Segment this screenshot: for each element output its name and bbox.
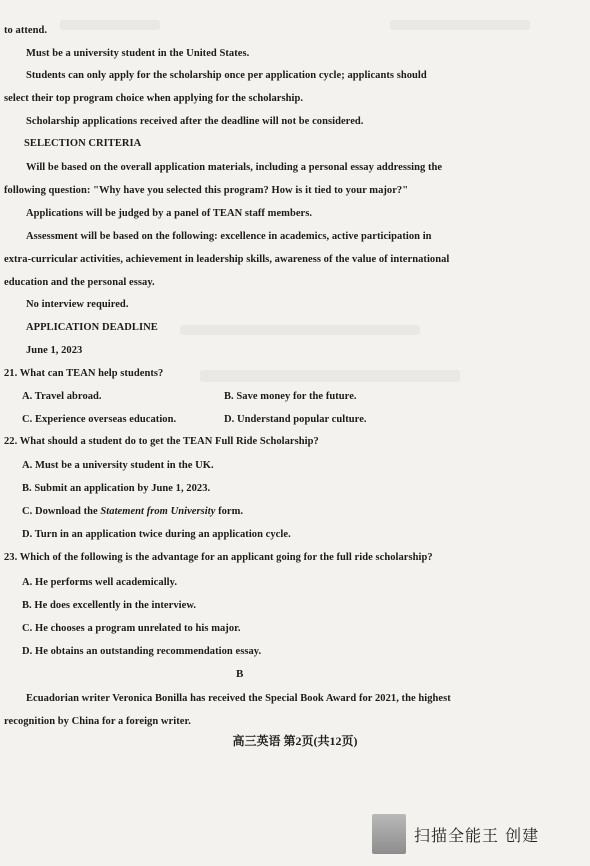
text-line: June 1, 2023 — [26, 345, 83, 356]
text-line: select their top program choice when applying for the scholarship. — [4, 93, 304, 104]
watermark-text: 扫描全能王 创建 — [414, 825, 540, 845]
scan-noise — [390, 20, 530, 30]
text-line: Assessment will be based on the following: excellence in academics, active participation in — [26, 231, 432, 242]
option-c: C. Experience overseas education. — [22, 414, 177, 425]
question-stem: 22. What should a student do to get the TEAN Full Ride Scholarship? — [4, 436, 319, 447]
option-b: B. Save money for the future. — [224, 391, 357, 402]
text-line: Must be a university student in the United States. — [26, 48, 250, 59]
passage-line: Ecuadorian writer Veronica Bonilla has received the Special Book Award for 2021, the highest — [26, 693, 451, 704]
text-line: to attend. — [4, 25, 48, 36]
text-line: extra-curricular activities, achievement in leadership skills, awareness of the value of international — [4, 254, 450, 265]
option-d: D. He obtains an outstanding recommendation essay. — [22, 646, 262, 657]
text-line: No interview required. — [26, 299, 129, 310]
option-c-prefix: C. Download the — [22, 506, 101, 517]
option-c: C. He chooses a program unrelated to his major. — [22, 623, 241, 634]
option-d: D. Understand popular culture. — [224, 414, 367, 425]
option-a: A. He performs well academically. — [22, 577, 178, 588]
scan-noise — [200, 370, 460, 382]
option-c — [22, 505, 243, 519]
passage-line: recognition by China for a foreign writer. — [4, 716, 191, 727]
section-heading: SELECTION CRITERIA — [24, 138, 142, 149]
page-footer: 高三英语 第2页(共12页) — [232, 734, 358, 748]
text-line: following question: "Why have you selected this program? How is it tied to your major?" — [4, 185, 409, 196]
scan-noise — [180, 325, 420, 335]
option-b: B. Submit an application by June 1, 2023. — [22, 483, 211, 494]
question-stem: 23. Which of the following is the advantage for an applicant going for the full ride scholarship? — [4, 552, 433, 563]
option-b: B. He does excellently in the interview. — [22, 600, 197, 611]
section-b-label: B — [236, 668, 244, 680]
form-title: Statement from University — [100, 506, 216, 517]
question-stem: 21. What can TEAN help students? — [4, 368, 164, 379]
scanner-logo-icon — [372, 814, 406, 854]
scanner-watermark — [372, 812, 590, 856]
option-d: D. Turn in an application twice during an application cycle. — [22, 529, 291, 540]
text-line: Scholarship applications received after the deadline will not be considered. — [26, 116, 364, 127]
option-c-suffix: form. — [215, 506, 244, 517]
option-a: A. Travel abroad. — [22, 391, 102, 402]
text-line: education and the personal essay. — [4, 277, 155, 288]
option-a: A. Must be a university student in the UK. — [22, 460, 214, 471]
scan-noise — [60, 20, 160, 30]
text-line: Applications will be judged by a panel of TEAN staff members. — [26, 208, 313, 219]
section-heading: APPLICATION DEADLINE — [26, 322, 158, 333]
text-line: Will be based on the overall application materials, including a personal essay addressing the — [26, 162, 443, 173]
text-line: Students can only apply for the scholarship once per application cycle; applicants should — [26, 70, 427, 81]
